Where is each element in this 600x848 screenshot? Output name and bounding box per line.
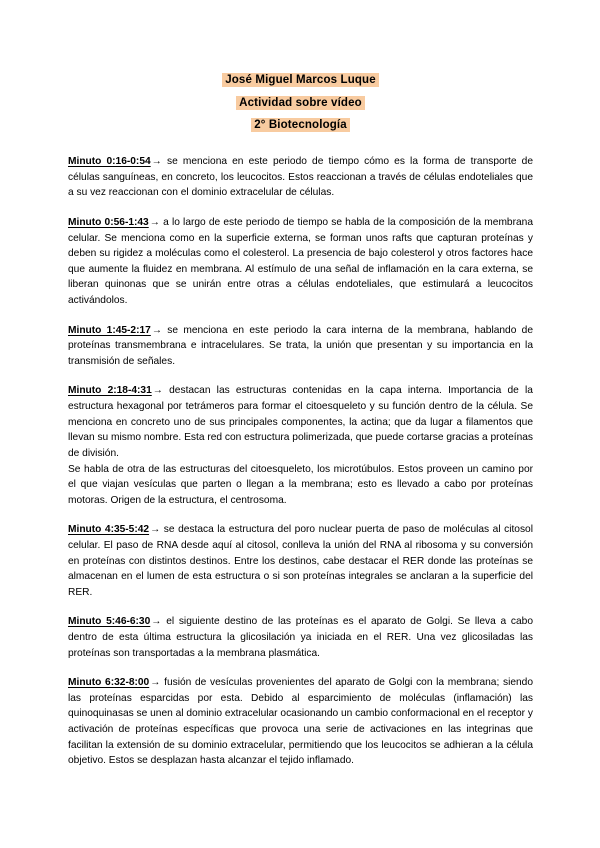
minuto-label: Minuto 1:45-2:17 xyxy=(68,324,151,336)
paragraph-entry xyxy=(68,383,533,508)
arrow-icon: → xyxy=(152,385,163,397)
header-author-text: José Miguel Marcos Luque xyxy=(222,73,379,87)
paragraph-extra-text: Se habla de otra de las estructuras del citoesqueleto, los microtúbulos. Estos proveen un camino por el que viajan vesículas que parten o llegan a la membrana; esto es llevado a cabo por proteínas motoras. Origen de la estructura, el centrosoma. xyxy=(68,463,533,506)
document-body xyxy=(68,0,533,769)
arrow-icon: → xyxy=(150,524,161,536)
arrow-icon: → xyxy=(151,616,162,628)
paragraph-entry xyxy=(68,522,533,600)
paragraph-entry xyxy=(68,614,533,661)
paragraph-text: se menciona en este periodo de tiempo cómo es la forma de transporte de células sanguíneas, en concreto, los leucocitos. Estos reaccionan a través de células endoteliales que a su vez reaccionan con el dominio extracelular de células. xyxy=(68,156,533,199)
paragraph-text: se destaca la estructura del poro nuclear puerta de paso de moléculas al citosol celular. El paso de RNA desde aquí al citosol, conlleva la unión del RNA al ribosoma y su conversión en proteínas con distintos destinos. Entre los destinos, cabe destacar el RER donde las proteínas se almacenan en el lumen de esta estructura o si son proteínas integrales se anclaran a la superficie del RER. xyxy=(68,524,533,598)
minuto-label: Minuto 4:35-5:42 xyxy=(68,524,150,536)
arrow-icon: → xyxy=(151,324,163,336)
paragraph-text: destacan las estructuras contenidas en la capa interna. Importancia de la estructura hexagonal por tetrámeros para formar el citoesqueleto y su función dentro de la célula. Se menciona en concreto uno de sus principales componentes, la actina; que da lugar a filamentos que llevan su mismo nombre. Esta red con estructura polimerizada, que puede cortarse gracias a proteínas de división. xyxy=(68,385,533,459)
paragraph-entry xyxy=(68,323,533,370)
header-line-course xyxy=(68,113,533,136)
paragraph-text: el siguiente destino de las proteínas es el aparato de Golgi. Se lleva a cabo dentro de esta última estructura la glicosilación ya iniciada en el RER. Una vez glicosiladas las proteínas son transportadas a la membrana plasmática. xyxy=(68,616,533,659)
header-course-text: 2° Biotecnología xyxy=(251,118,350,132)
paragraph-text: a lo largo de este periodo de tiempo se habla de la composición de la membrana celular. Se menciona como en la superficie externa, se forman unos rafts que capturan proteínas y deben su rigidez a moléculas como el colesterol. La presencia de bajo colesterol y otros factores hace que aumente la fluidez en membrana. Al estímulo de una señal de inflamación en la cara externa, se liberan quinonas que se unirán entre otras a células endoteliales, que estimulará a leucocitos activándolos. xyxy=(68,216,533,307)
paragraph-text: fusión de vesículas provenientes del aparato de Golgi con la membrana; siendo las proteínas esparcidas por esta. Debido al esparcimiento de moléculas (inflamación) las quinoquinasas se unen al dominio extracelular ocasionando un cambio conformacional en el receptor y activación de proteínas específicas que provoca una serie de activaciones en las integrinas que facilitan la extensión de su dominio extracelular, permitiendo que los leucocitos se adhieran a la célula objetivo. Estos se desplazan hasta alcanzar el tejido inflamado. xyxy=(68,677,533,767)
header-title-text: Actividad sobre vídeo xyxy=(236,96,365,110)
minuto-label: Minuto 5:46-6:30 xyxy=(68,616,151,628)
minuto-label: Minuto 2:18-4:31 xyxy=(68,385,152,397)
paragraph-entry xyxy=(68,154,533,201)
paragraph-list xyxy=(68,154,533,769)
header-line-author xyxy=(68,68,533,91)
arrow-icon: → xyxy=(151,156,162,168)
paragraph-entry xyxy=(68,215,533,309)
minuto-label: Minuto 6:32-8:00 xyxy=(68,677,150,689)
minuto-label: Minuto 0:16-0:54 xyxy=(68,156,151,168)
header-line-title xyxy=(68,91,533,114)
arrow-icon: → xyxy=(150,677,161,689)
paragraph-entry xyxy=(68,675,533,769)
paragraph-text: se menciona en este periodo la cara interna de la membrana, hablando de proteínas transmembrana e intracelulares. Se trata, la unión que presentan y su importancia en la transmisión de señales. xyxy=(68,324,533,367)
minuto-label: Minuto 0:56-1:43 xyxy=(68,216,149,228)
arrow-icon: → xyxy=(149,216,160,228)
document-header xyxy=(68,0,533,136)
